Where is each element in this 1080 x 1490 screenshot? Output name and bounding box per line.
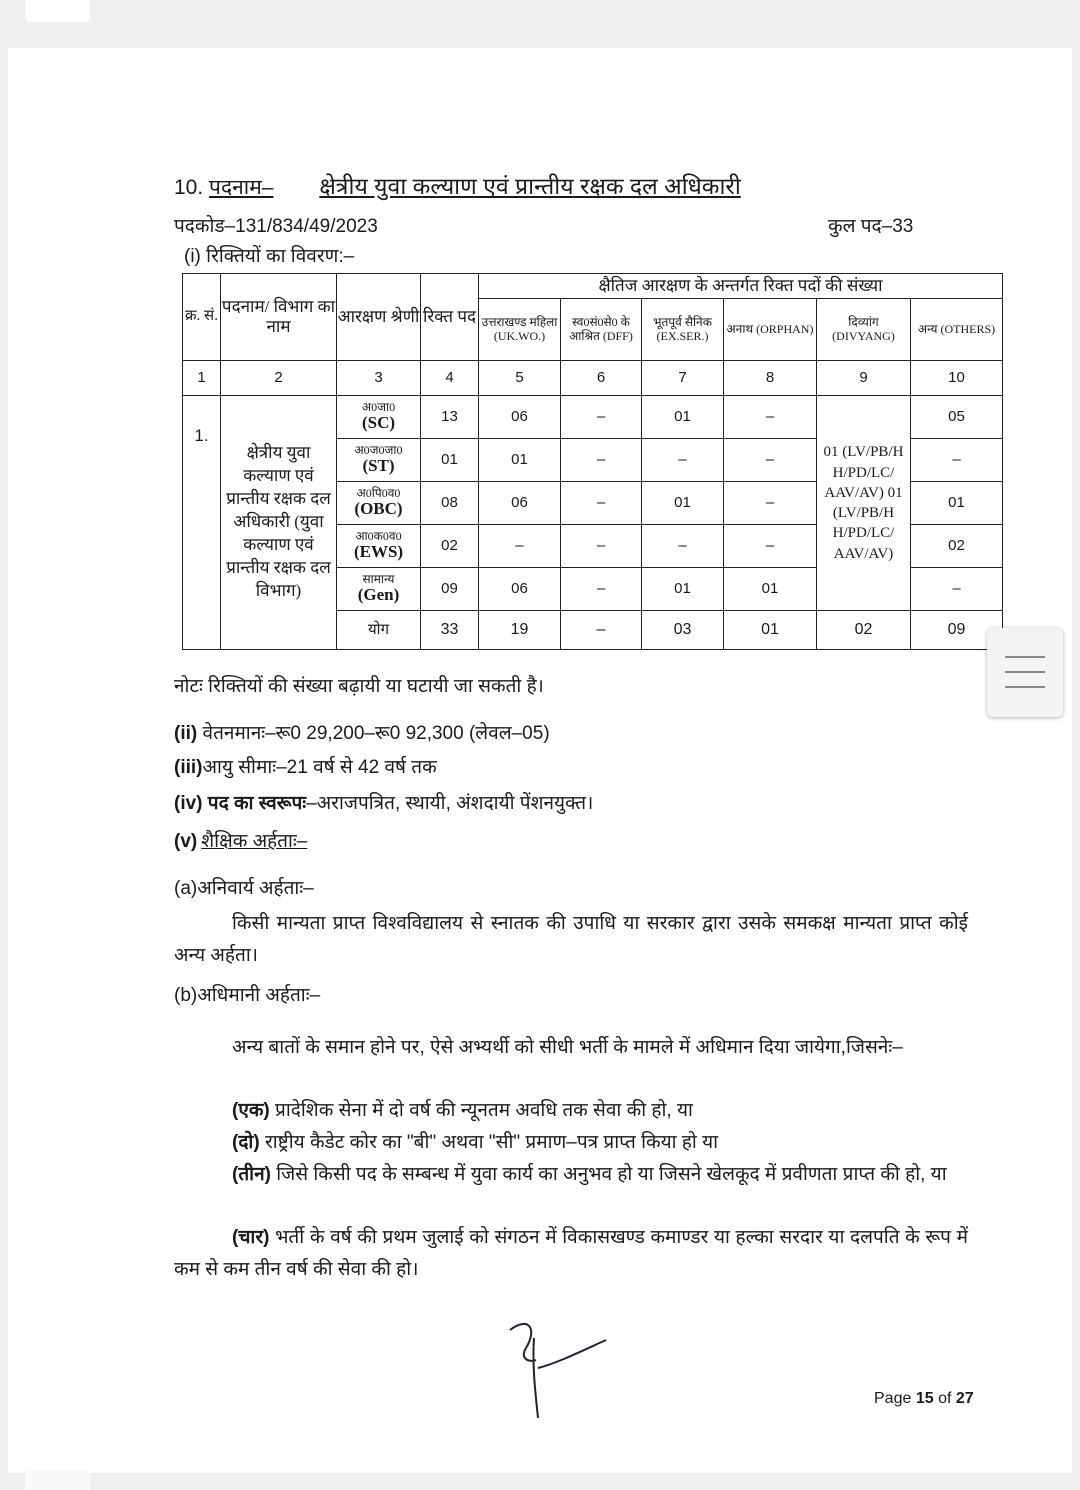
cell-orphan: – [724, 482, 817, 525]
signature [498, 1308, 618, 1418]
category-hindi: सामान्य [362, 572, 395, 587]
cell-dff: – [561, 482, 642, 525]
qualification [174, 831, 307, 854]
cell-ukwo: – [479, 525, 561, 568]
preferential-title: (b)अधिमानी अर्हताः– [174, 985, 321, 1006]
cell-orphan: 01 [724, 568, 817, 611]
total-posts: कुल पद–33 [828, 216, 914, 237]
department-cell: क्षेत्रीय युवा कल्याण एवं प्रान्तीय रक्षक दल अधिकारी (युवा कल्याण एवं प्रान्तीय रक्षक दल विभाग) [221, 396, 337, 650]
total-dff: – [561, 611, 642, 650]
cell-others: 05 [911, 396, 1003, 439]
note: नोटः रिक्तियों की संख्या बढ़ायी या घटायी जा सकती है। [174, 676, 544, 697]
category-english: (ST) [362, 456, 395, 476]
category-cell [337, 396, 421, 439]
heading [174, 173, 741, 201]
header-exser: भूतपूर्व सैनिक (EX.SER.) [642, 299, 724, 361]
page-current: 15 [915, 1390, 934, 1407]
col-number: 6 [561, 361, 642, 396]
header-dff: स्व0सं0से0 के आश्रित (DFF) [561, 299, 642, 361]
page-prefix: Page [874, 1390, 912, 1407]
cell-vac: 13 [421, 396, 479, 439]
category-english: (Gen) [357, 585, 400, 605]
cell-ukwo: 01 [479, 439, 561, 482]
cell-orphan: – [724, 525, 817, 568]
col-number: 9 [817, 361, 911, 396]
total-label: योग [337, 611, 421, 650]
qual-title: शैक्षिक अर्हताः– [201, 831, 308, 852]
cell-ukwo: 06 [479, 568, 561, 611]
total-others: 09 [911, 611, 1003, 650]
cell-vac: 02 [421, 525, 479, 568]
essential-title: (a)अनिवार्य अर्हताः– [174, 878, 314, 899]
cell-orphan: – [724, 396, 817, 439]
item-text: जिसे किसी पद के सम्बन्ध में युवा कार्य का अनुभव हो या जिसने खेलकूद में प्रवीणता प्राप्त की हो, या [276, 1164, 947, 1185]
category-cell [337, 525, 421, 568]
divyang-cell: 01 (LV/PB/H H/PD/LC/ AAV/AV) 01 (LV/PB/H H/PD/LC/ AAV/AV) [817, 396, 911, 611]
category-english: (SC) [361, 413, 396, 433]
header-serial: क्र. सं. [183, 274, 221, 361]
category-english: (OBC) [354, 499, 403, 519]
cell-dff: – [561, 396, 642, 439]
heading-number: 10. [174, 176, 204, 199]
category-hindi: आ0क0व0 [355, 529, 402, 544]
cell-exser: – [642, 525, 724, 568]
cell-others: 01 [911, 482, 1003, 525]
age-text: आयु सीमाः–21 वर्ष से 42 वर्ष तक [202, 757, 437, 778]
heading-label: पदनाम– [209, 176, 274, 199]
item-label: (एक) [232, 1100, 270, 1121]
cell-exser: 01 [642, 568, 724, 611]
header-divyang: दिव्यांग (DIVYANG) [817, 299, 911, 361]
header-vacancies: रिक्त पद [421, 274, 479, 361]
serial-cell: 1. [183, 396, 221, 650]
col-number: 8 [724, 361, 817, 396]
pref-item-2 [174, 1127, 968, 1159]
category-cell [337, 568, 421, 611]
bottom-bar [25, 1470, 90, 1490]
age-label: (iii) [174, 757, 203, 778]
total-exser: 03 [642, 611, 724, 650]
cell-dff: – [561, 525, 642, 568]
page-number [874, 1390, 974, 1408]
item-text: प्रादेशिक सेना में दो वर्ष की न्यूनतम अवधि तक सेवा की हो, या [275, 1100, 693, 1121]
cell-orphan: – [724, 439, 817, 482]
header-category: आरक्षण श्रेणी [337, 274, 421, 361]
pay-scale [174, 723, 550, 746]
cell-vac: 09 [421, 568, 479, 611]
total-vac: 33 [421, 611, 479, 650]
col-number: 10 [911, 361, 1003, 396]
header-horizontal-reservation: क्षैतिज आरक्षण के अन्तर्गत रिक्त पदों की संख्या [479, 274, 1003, 299]
cell-dff: – [561, 439, 642, 482]
cell-others: – [911, 568, 1003, 611]
item-label: (तीन) [232, 1164, 271, 1185]
category-hindi: अ0पि0व0 [356, 486, 401, 501]
pay-text: वेतनमानः–रू0 29,200–रू0 92,300 (लेवल–05) [202, 723, 550, 744]
cell-exser: 01 [642, 396, 724, 439]
nature-label: (iv) [174, 793, 203, 814]
cell-ukwo: 06 [479, 396, 561, 439]
preferential-intro: अन्य बातों के समान होने पर, ऐसे अभ्यर्थी को सीधी भर्ती के मामले में अधिमान दिया जायेगा,जिसनेः– [232, 1037, 903, 1058]
cell-exser: 01 [642, 482, 724, 525]
pref-item-1 [174, 1095, 968, 1127]
col-number: 7 [642, 361, 724, 396]
vacancy-table [182, 273, 1003, 650]
document-page [8, 48, 1072, 1473]
category-hindi: अ0जा0 [361, 400, 396, 415]
category-hindi: अ0ज0जा0 [354, 443, 403, 458]
col-number: 4 [421, 361, 479, 396]
post-title: क्षेत्रीय युवा कल्याण एवं प्रान्तीय रक्षक दल अधिकारी [319, 173, 741, 199]
qual-label: (v) [174, 831, 198, 852]
item-text: भर्ती के वर्ष की प्रथम जुलाई को संगठन में विकासखण्ड कमाण्डर या हल्का सरदार या दलपति के रूप में कम से कम तीन वर्ष की सेवा की हो। [174, 1227, 968, 1280]
cell-others: – [911, 439, 1003, 482]
total-divyang: 02 [817, 611, 911, 650]
header-others: अन्य (OTHERS) [911, 299, 1003, 361]
item-text: राष्ट्रीय कैडेट कोर का "बी" अथवा "सी" प्रमाण–पत्र प्राप्त किया हो या [264, 1132, 719, 1153]
cell-exser: – [642, 439, 724, 482]
toolbar-tab[interactable] [25, 0, 90, 22]
age-limit [174, 757, 437, 780]
category-cell [337, 439, 421, 482]
total-ukwo: 19 [479, 611, 561, 650]
header-ukwo: उत्तराखण्ड महिला (UK.WO.) [479, 299, 561, 361]
hamburger-menu-button[interactable] [987, 628, 1063, 717]
column-number-row [183, 361, 1003, 396]
page-total: 27 [955, 1390, 974, 1407]
pref-item-4 [174, 1222, 968, 1286]
col-number: 5 [479, 361, 561, 396]
cell-vac: 01 [421, 439, 479, 482]
table-row [183, 396, 1003, 439]
col-number: 1 [183, 361, 221, 396]
cell-vac: 08 [421, 482, 479, 525]
cell-ukwo: 06 [479, 482, 561, 525]
nature-title: पद का स्वरूपः [207, 793, 307, 814]
cell-others: 02 [911, 525, 1003, 568]
post-code: पदकोड–131/834/49/2023 [174, 216, 378, 237]
nature-text: –अराजपत्रित, स्थायी, अंशदायी पेंशनयुक्त। [306, 793, 594, 814]
page-of: of [938, 1390, 952, 1407]
col-number: 2 [221, 361, 337, 396]
total-orphan: 01 [724, 611, 817, 650]
header-orphan: अनाथ (ORPHAN) [724, 299, 817, 361]
header-department: पदनाम/ विभाग का नाम [221, 274, 337, 361]
pay-label: (ii) [174, 723, 198, 744]
category-cell [337, 482, 421, 525]
category-english: (EWS) [353, 542, 404, 562]
col-number: 3 [337, 361, 421, 396]
item-label: (दो) [232, 1132, 260, 1153]
item-label: (चार) [232, 1227, 270, 1248]
section-vacancy-details: (i) रिक्तियों का विवरण:– [184, 246, 355, 267]
pref-item-3 [174, 1159, 968, 1191]
post-nature [174, 793, 593, 816]
cell-dff: – [561, 568, 642, 611]
essential-text: किसी मान्यता प्राप्त विश्वविद्यालय से स्नातक की उपाधि या सरकार द्वारा उसके समकक्ष मान्यता प्राप्त कोई अन्य अर्हता। [174, 913, 968, 966]
